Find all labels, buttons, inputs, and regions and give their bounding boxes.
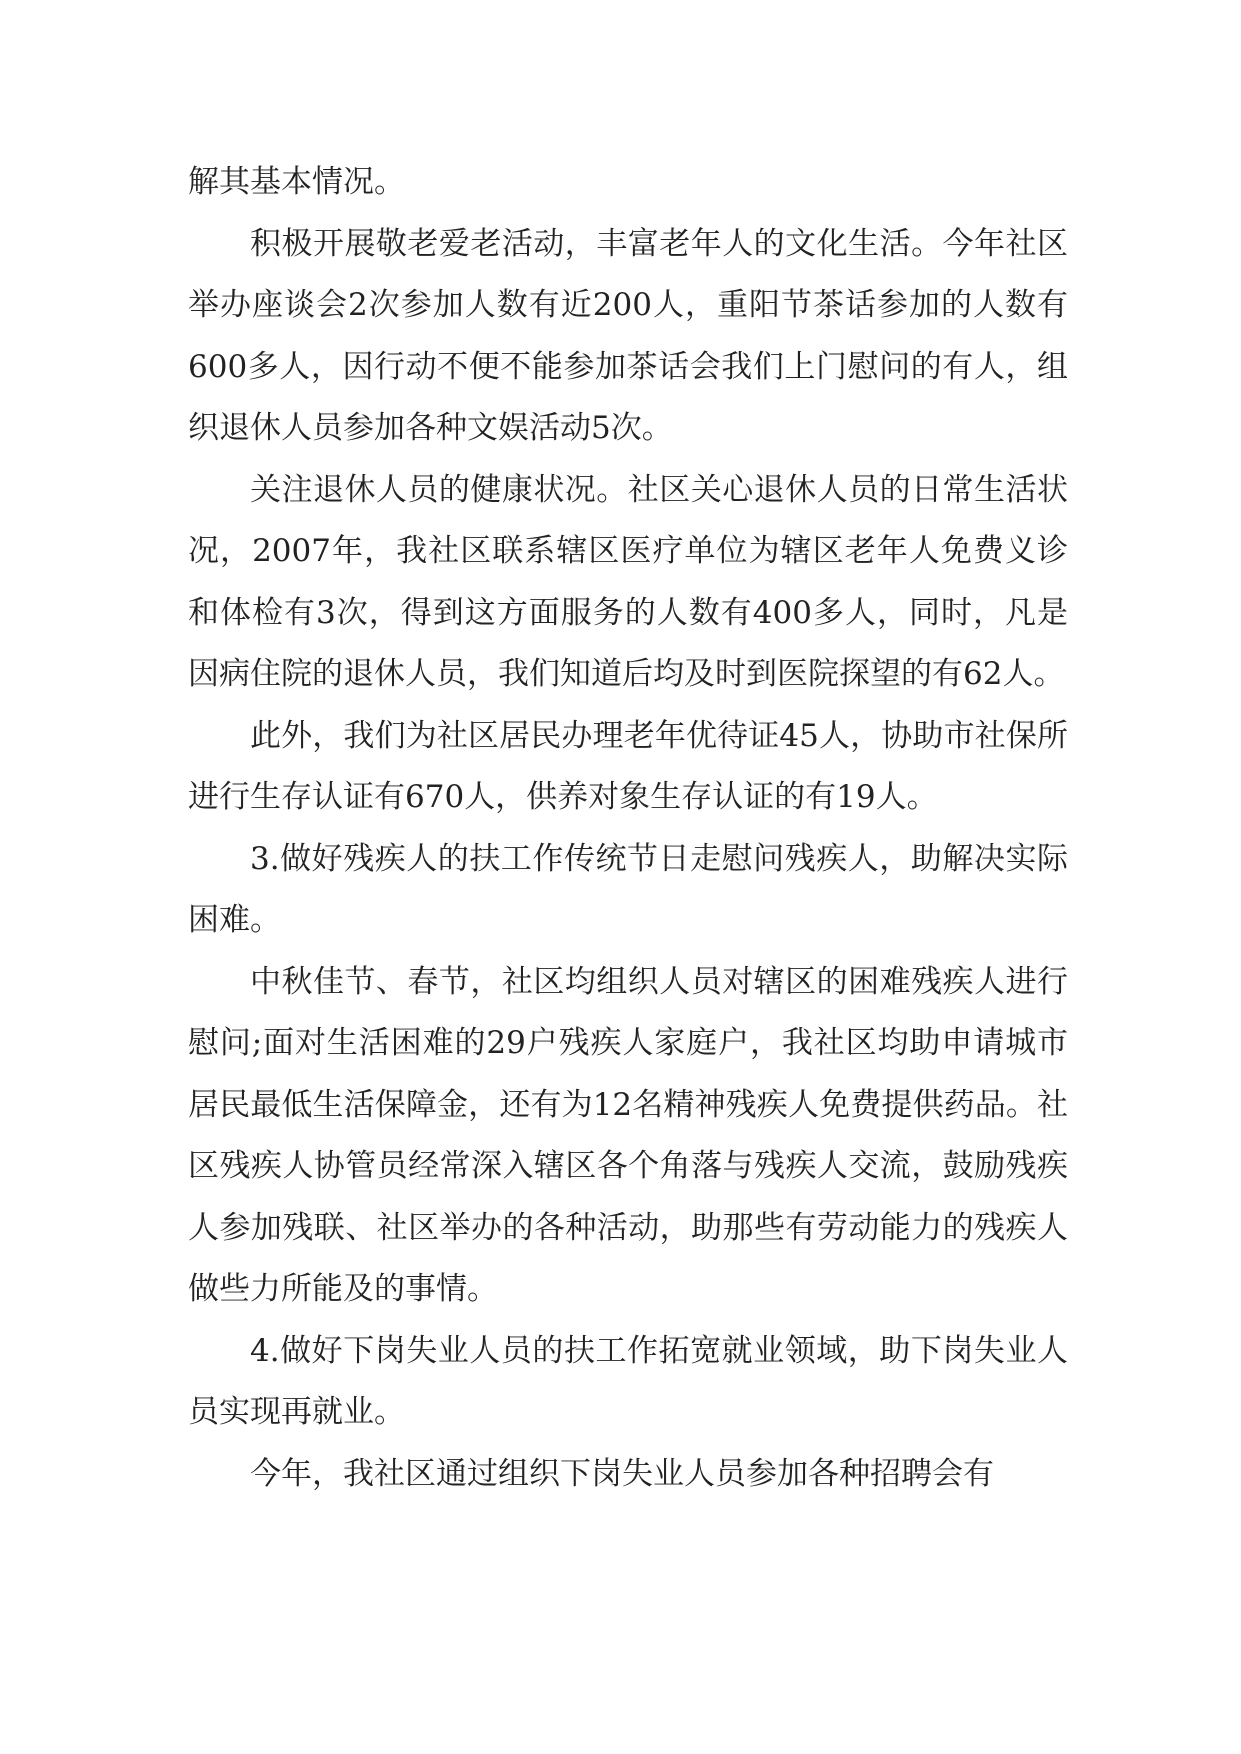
section-heading-reemployment: 4.做好下岗失业人员的扶工作拓宽就业领域，助下岗失业人员实现再就业。 <box>188 1332 1068 1430</box>
section-heading-disabled-support: 3.做好残疾人的扶工作传统节日走慰问残疾人，助解决实际困难。 <box>188 840 1068 938</box>
paragraph-disabled-visits: 中秋佳节、春节，社区均组织人员对辖区的困难残疾人进行慰问;面对生活困难的29户残疾人家庭户，我社区均助申请城市居民最低生活保障金，还有为12名精神残疾人免费提供药品。社区残疾人协管员经常深入辖区各个角落与残疾人交流，鼓励残疾人参加残联、社区举办的各种活动，助那些有劳动能力的残疾人做些力所能及的事情。 <box>188 963 1068 1307</box>
paragraph-retiree-health: 关注退休人员的健康状况。社区关心退休人员的日常生活状况，2007年，我社区联系辖区医疗单位为辖区老年人免费义诊和体检有3次，得到这方面服务的人数有400多人，同时，凡是因病住院的退休人员，我们知道后均及时到医院探望的有62人。 <box>188 471 1068 692</box>
paragraph-continuation: 解其基本情况。 <box>188 164 405 200</box>
paragraph-certificates: 此外，我们为社区居民办理老年优待证45人，协助市社保所进行生存认证有670人，供养对象生存认证的有19人。 <box>188 717 1068 815</box>
paragraph-elderly-activities: 积极开展敬老爱老活动，丰富老年人的文化生活。今年社区举办座谈会2次参加人数有近200人，重阳节茶话参加的人数有600多人，因行动不便不能参加茶话会我们上门慰问的有人，组织退休人员参加各种文娱活动5次。 <box>188 225 1068 446</box>
paragraph-job-fairs: 今年，我社区通过组织下岗失业人员参加各种招聘会有 <box>250 1455 994 1492</box>
document-body <box>188 152 1068 1505</box>
